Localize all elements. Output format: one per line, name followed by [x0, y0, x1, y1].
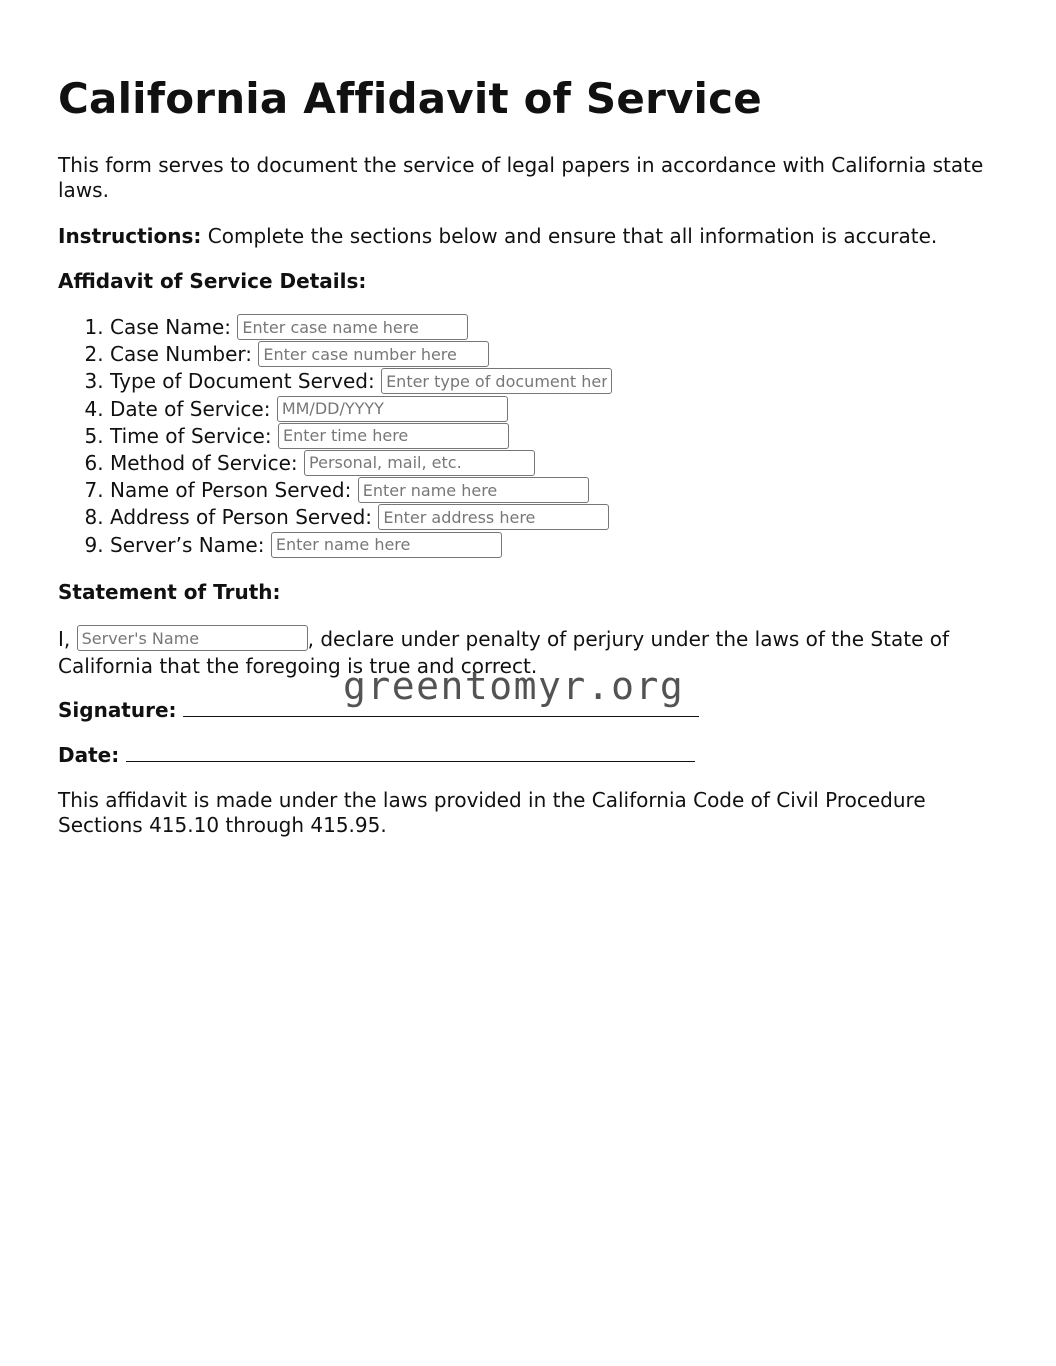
- document-type-input[interactable]: [381, 368, 612, 394]
- service-time-input[interactable]: [278, 423, 509, 449]
- detail-item-person-served: [110, 477, 998, 504]
- document-page: [58, 72, 998, 838]
- service-method-label: Method of Service:: [110, 450, 305, 475]
- detail-item-service-date: [110, 396, 998, 423]
- detail-item-case-name: [110, 314, 998, 341]
- date-label: Date:: [58, 742, 120, 767]
- person-address-label: Address of Person Served:: [110, 505, 379, 530]
- truth-heading: Statement of Truth:: [58, 579, 281, 604]
- date-line: [58, 743, 998, 768]
- service-date-input[interactable]: [277, 396, 508, 422]
- detail-item-server-name: [110, 532, 998, 559]
- service-date-label: Date of Service:: [110, 396, 277, 421]
- instructions-paragraph: [58, 224, 998, 249]
- page-title: California Affidavit of Service: [58, 74, 762, 123]
- server-name-label: Server’s Name:: [110, 532, 271, 557]
- date-blank[interactable]: [126, 744, 695, 762]
- case-number-input[interactable]: [258, 341, 489, 367]
- detail-item-document-type: [110, 368, 998, 395]
- signature-label: Signature:: [58, 697, 177, 722]
- instructions-text: Complete the sections below and ensure that all information is accurate.: [201, 224, 938, 248]
- declarant-name-input[interactable]: [77, 625, 308, 651]
- document-type-label: Type of Document Served:: [110, 369, 382, 394]
- person-served-input[interactable]: [358, 477, 589, 503]
- declaration-prefix: I,: [58, 626, 77, 651]
- instructions-label: Instructions:: [58, 224, 202, 248]
- server-name-input[interactable]: [271, 532, 502, 558]
- case-number-label: Case Number:: [110, 342, 259, 367]
- declaration-text: , declare under penalty of perjury under the laws of the State of California that the foregoing is true and correct.: [58, 626, 950, 678]
- detail-item-service-time: [110, 423, 998, 450]
- case-name-label: Case Name:: [110, 315, 238, 339]
- watermark-text: greentomyr.org: [343, 664, 685, 708]
- detail-item-person-address: [110, 504, 998, 531]
- intro-paragraph: This form serves to document the service of legal papers in accordance with California state laws.: [58, 153, 984, 202]
- detail-item-case-number: [110, 341, 998, 368]
- person-address-input[interactable]: [378, 504, 609, 530]
- person-served-label: Name of Person Served:: [110, 478, 358, 503]
- service-method-input[interactable]: [304, 450, 535, 476]
- details-heading: Affidavit of Service Details:: [58, 269, 367, 293]
- details-list: [58, 314, 998, 559]
- detail-item-service-method: [110, 450, 998, 477]
- case-name-input[interactable]: [237, 314, 468, 340]
- service-time-label: Time of Service:: [110, 423, 278, 448]
- footer-note: This affidavit is made under the laws provided in the California Code of Civil Procedure Sections 415.10 through 415.95.: [58, 787, 926, 837]
